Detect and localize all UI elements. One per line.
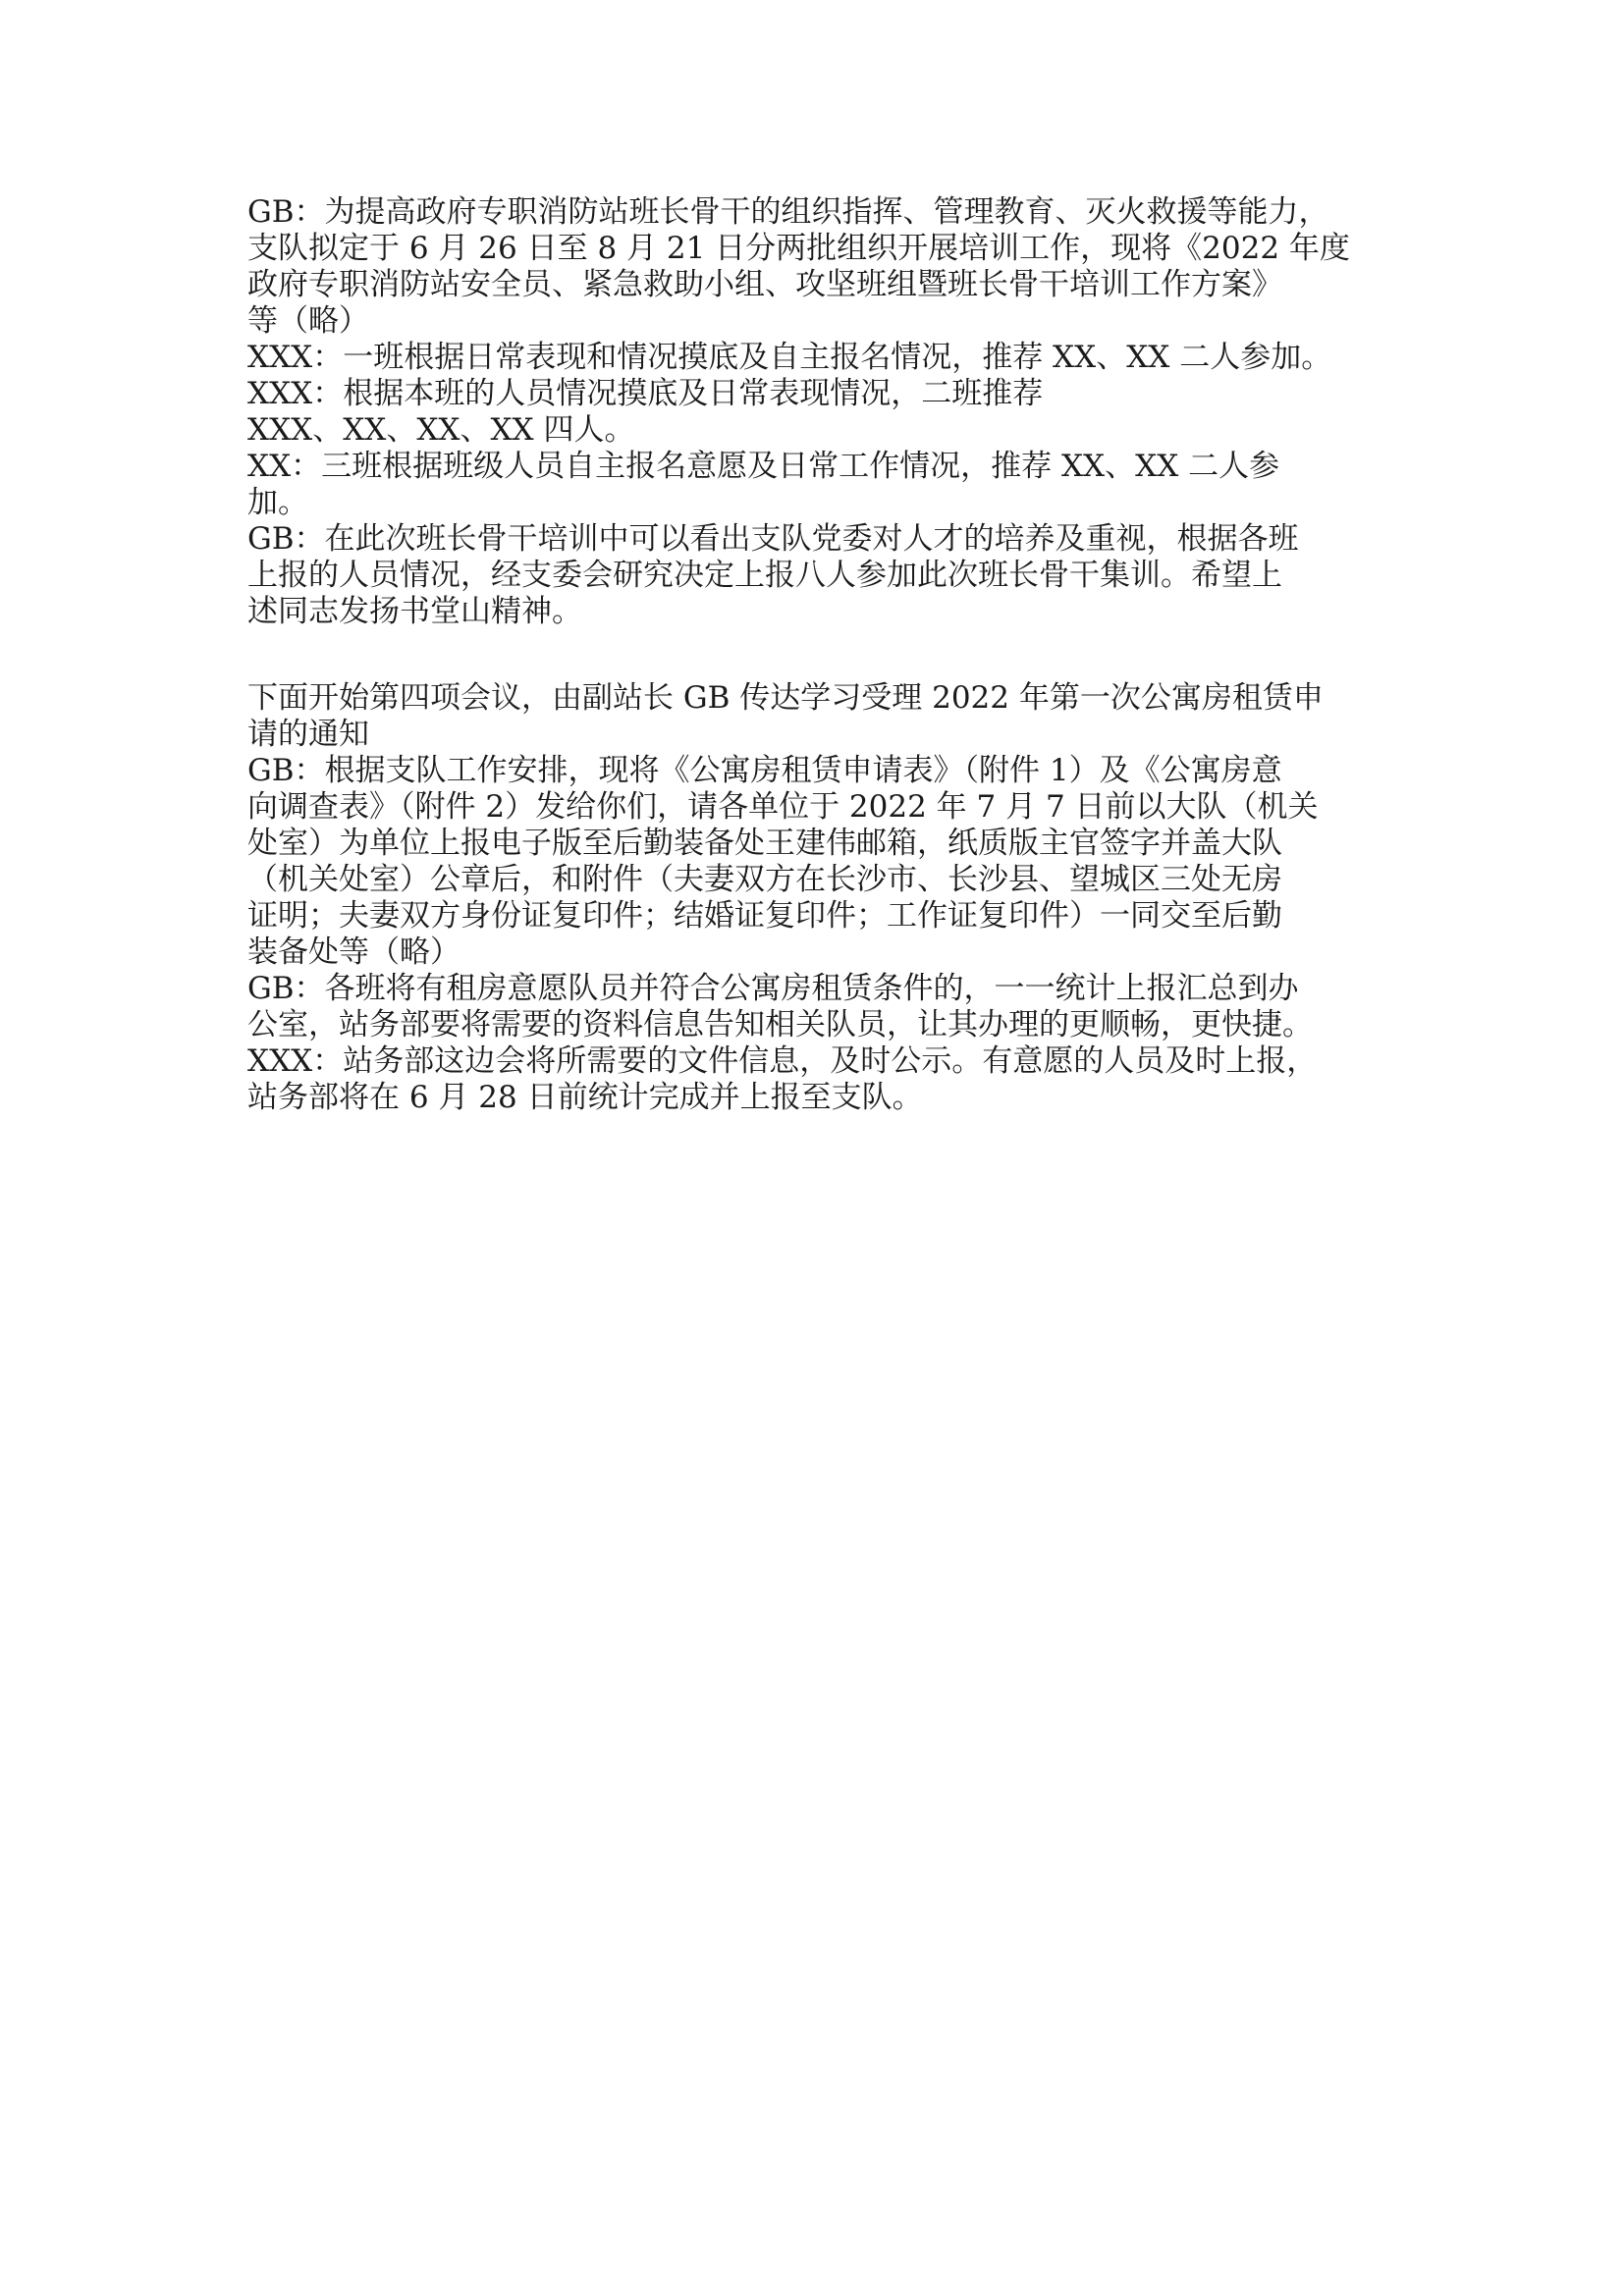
text-line: XXX：一班根据日常表现和情况摸底及自主报名情况，推荐 XX、XX 二人参加。: [247, 340, 1332, 375]
text-line: 政府专职消防站安全员、紧急救助小组、攻坚班组暨班长骨干培训工作方案》: [247, 267, 1282, 302]
text-line: XX：三班根据班级人员自主报名意愿及日常工作情况，推荐 XX、XX 二人参: [247, 449, 1280, 484]
text-line: 处室）为单位上报电子版至后勤装备处王建伟邮箱，纸质版主官签字并盖大队: [247, 826, 1282, 861]
text-line: （机关处室）公章后，和附件（夫妻双方在长沙市、长沙县、望城区三处无房: [247, 862, 1282, 897]
text-line: 公室，站务部要将需要的资料信息告知相关队员，让其办理的更顺畅，更快捷。: [247, 1007, 1313, 1042]
text-line: 站务部将在 6 月 28 日前统计完成并上报至支队。: [247, 1080, 923, 1115]
text-line: 下面开始第四项会议，由副站长 GB 传达学习受理 2022 年第一次公寓房租赁申: [247, 680, 1324, 716]
section-three: [247, 194, 1406, 630]
text-line: 请的通知: [247, 717, 369, 752]
text-line: GB：各班将有租房意愿队员并符合公寓房租赁条件的，一一统计上报汇总到办: [247, 971, 1299, 1006]
text-line: GB：在此次班长骨干培训中可以看出支队党委对人才的培养及重视，根据各班: [247, 521, 1299, 557]
text-line: XXX、XX、XX、XX 四人。: [247, 412, 635, 448]
text-line: 向调查表》（附件 2）发给你们，请各单位于 2022 年 7 月 7 日前以大队（机关: [247, 789, 1319, 825]
text-line: GB：为提高政府专职消防站班长骨干的组织指挥、管理教育、灭火救援等能力，: [247, 194, 1329, 230]
text-line: XXX：根据本班的人员情况摸底及日常表现情况，二班推荐: [247, 376, 1044, 411]
text-line: 加。: [247, 485, 308, 520]
text-line: 装备处等（略）: [247, 934, 460, 970]
document-body: [247, 194, 1406, 1116]
text-line: 等（略）: [247, 303, 369, 339]
text-line: 证明；夫妻双方身份证复印件；结婚证复印件；工作证复印件）一同交至后勤: [247, 898, 1282, 934]
paragraph-spacer: [247, 667, 1406, 680]
paragraph-spacer: [247, 630, 1406, 667]
text-line: GB：根据支队工作安排，现将《公寓房租赁申请表》（附件 1）及《公寓房意: [247, 753, 1282, 788]
text-line: XXX：站务部这边会将所需要的文件信息，及时公示。有意愿的人员及时上报，: [247, 1043, 1318, 1079]
text-line: 上报的人员情况，经支委会研究决定上报八人参加此次班长骨干集训。希望上: [247, 558, 1282, 593]
text-line: 支队拟定于 6 月 26 日至 8 月 21 日分两批组织开展培训工作，现将《2022 年度: [247, 231, 1350, 266]
section-four: [247, 680, 1406, 1116]
text-line: 述同志发扬书堂山精神。: [247, 594, 582, 629]
